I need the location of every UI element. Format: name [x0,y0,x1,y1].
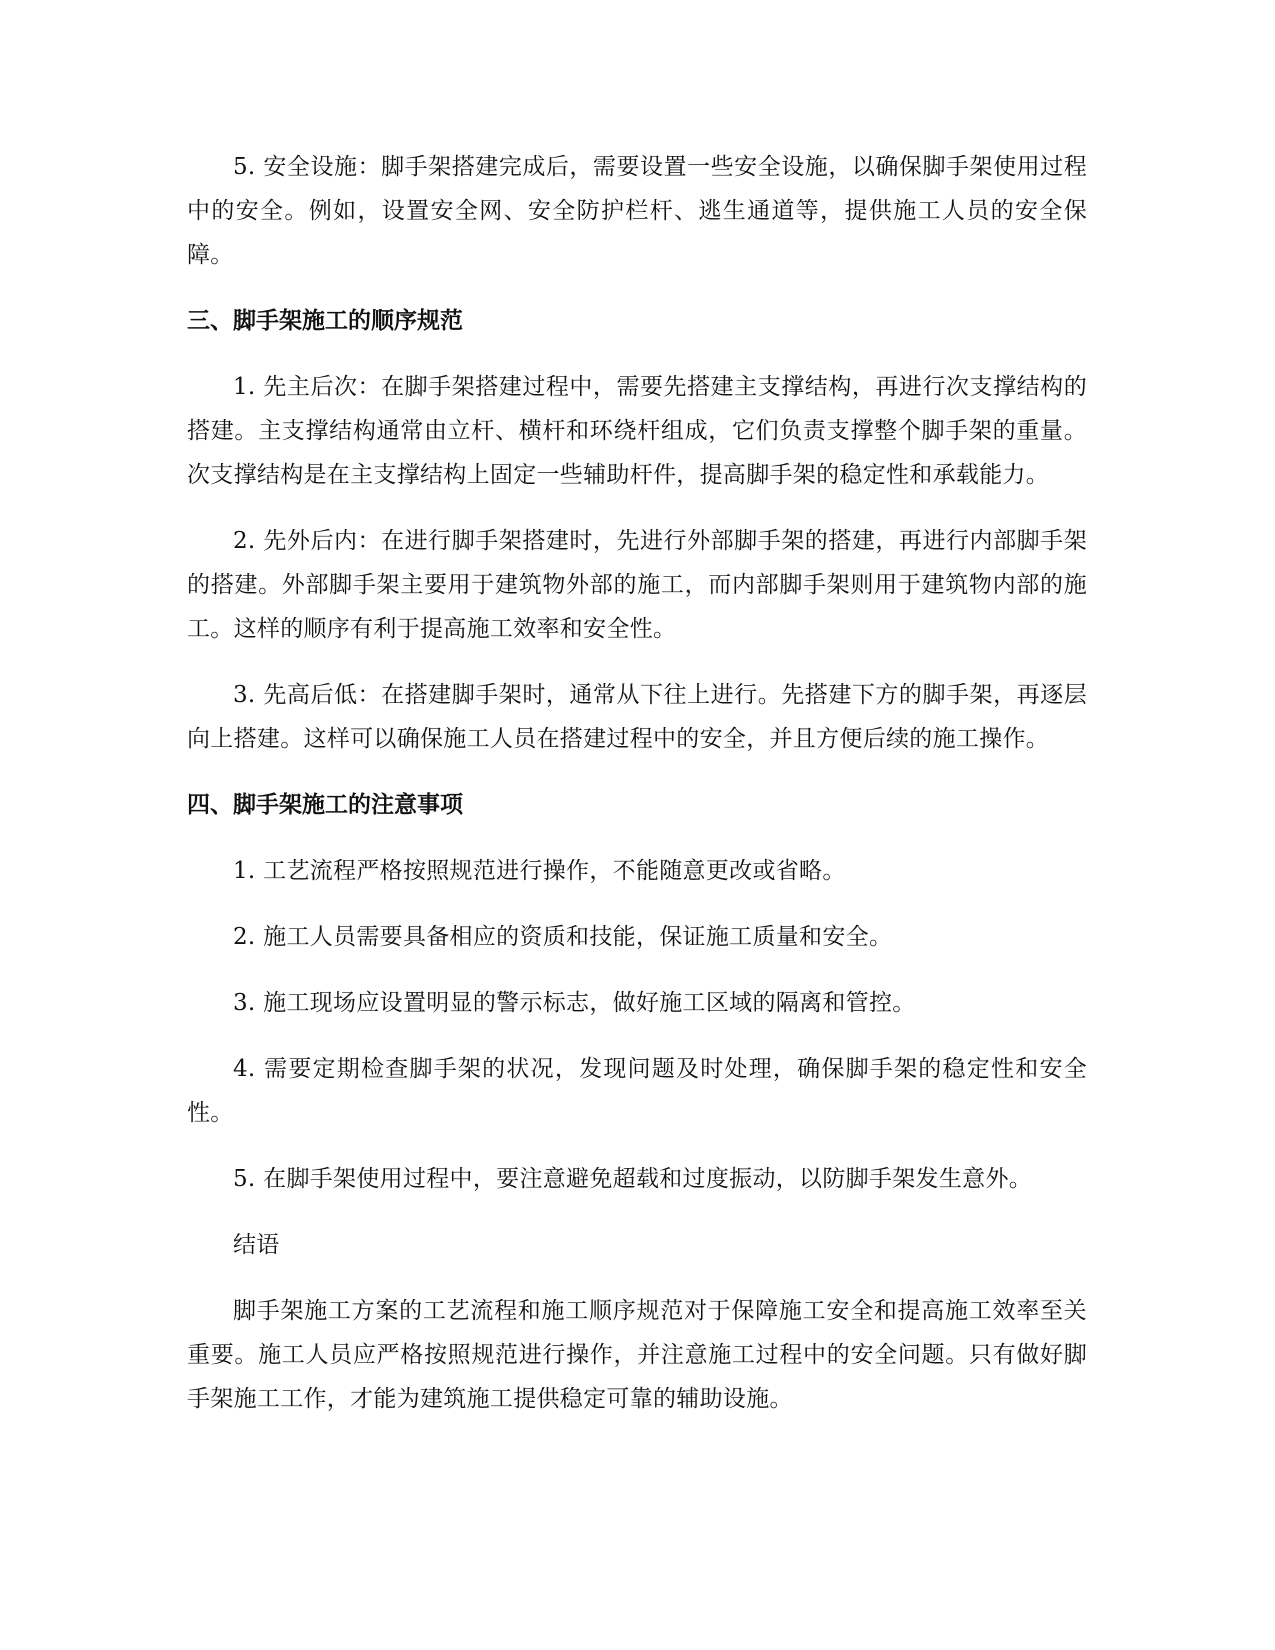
section-heading-precautions: 四、脚手架施工的注意事项 [187,792,463,818]
paragraph-safety-facilities: 5. 安全设施：脚手架搭建完成后，需要设置一些安全设施，以确保脚手架使用过程中的安全。例如，设置安全网、安全防护栏杆、逃生通道等，提供施工人员的安全保障。 [187,154,1087,268]
paragraph-precaution-1: 1. 工艺流程严格按照规范进行操作，不能随意更改或省略。 [233,858,846,884]
paragraph-conclusion: 脚手架施工方案的工艺流程和施工顺序规范对于保障施工安全和提高施工效率至关重要。施工人员应严格按照规范进行操作，并注意施工过程中的安全问题。只有做好脚手架施工工作，才能为建筑施工提供稳定可靠的辅助设施。 [187,1298,1087,1412]
document-body [187,145,1087,1443]
paragraph-main-before-secondary: 1. 先主后次：在脚手架搭建过程中，需要先搭建主支撑结构，再进行次支撑结构的搭建。主支撑结构通常由立杆、横杆和环绕杆组成，它们负责支撑整个脚手架的重量。次支撑结构是在主支撑结构上固定一些辅助杆件，提高脚手架的稳定性和承载能力。 [187,374,1087,488]
paragraph-precaution-3: 3. 施工现场应设置明显的警示标志，做好施工区域的隔离和管控。 [233,990,916,1016]
paragraph-high-before-low: 3. 先高后低：在搭建脚手架时，通常从下往上进行。先搭建下方的脚手架，再逐层向上搭建。这样可以确保施工人员在搭建过程中的安全，并且方便后续的施工操作。 [187,682,1087,752]
conclusion-label: 结语 [233,1232,280,1258]
paragraph-precaution-4: 4. 需要定期检查脚手架的状况，发现问题及时处理，确保脚手架的稳定性和安全性。 [187,1056,1087,1126]
section-heading-sequence: 三、脚手架施工的顺序规范 [187,308,463,334]
paragraph-precaution-5: 5. 在脚手架使用过程中，要注意避免超载和过度振动，以防脚手架发生意外。 [233,1166,1033,1192]
paragraph-outside-before-inside: 2. 先外后内：在进行脚手架搭建时，先进行外部脚手架的搭建，再进行内部脚手架的搭建。外部脚手架主要用于建筑物外部的施工，而内部脚手架则用于建筑物内部的施工。这样的顺序有利于提高施工效率和安全性。 [187,528,1087,642]
paragraph-precaution-2: 2. 施工人员需要具备相应的资质和技能，保证施工质量和安全。 [233,924,893,950]
